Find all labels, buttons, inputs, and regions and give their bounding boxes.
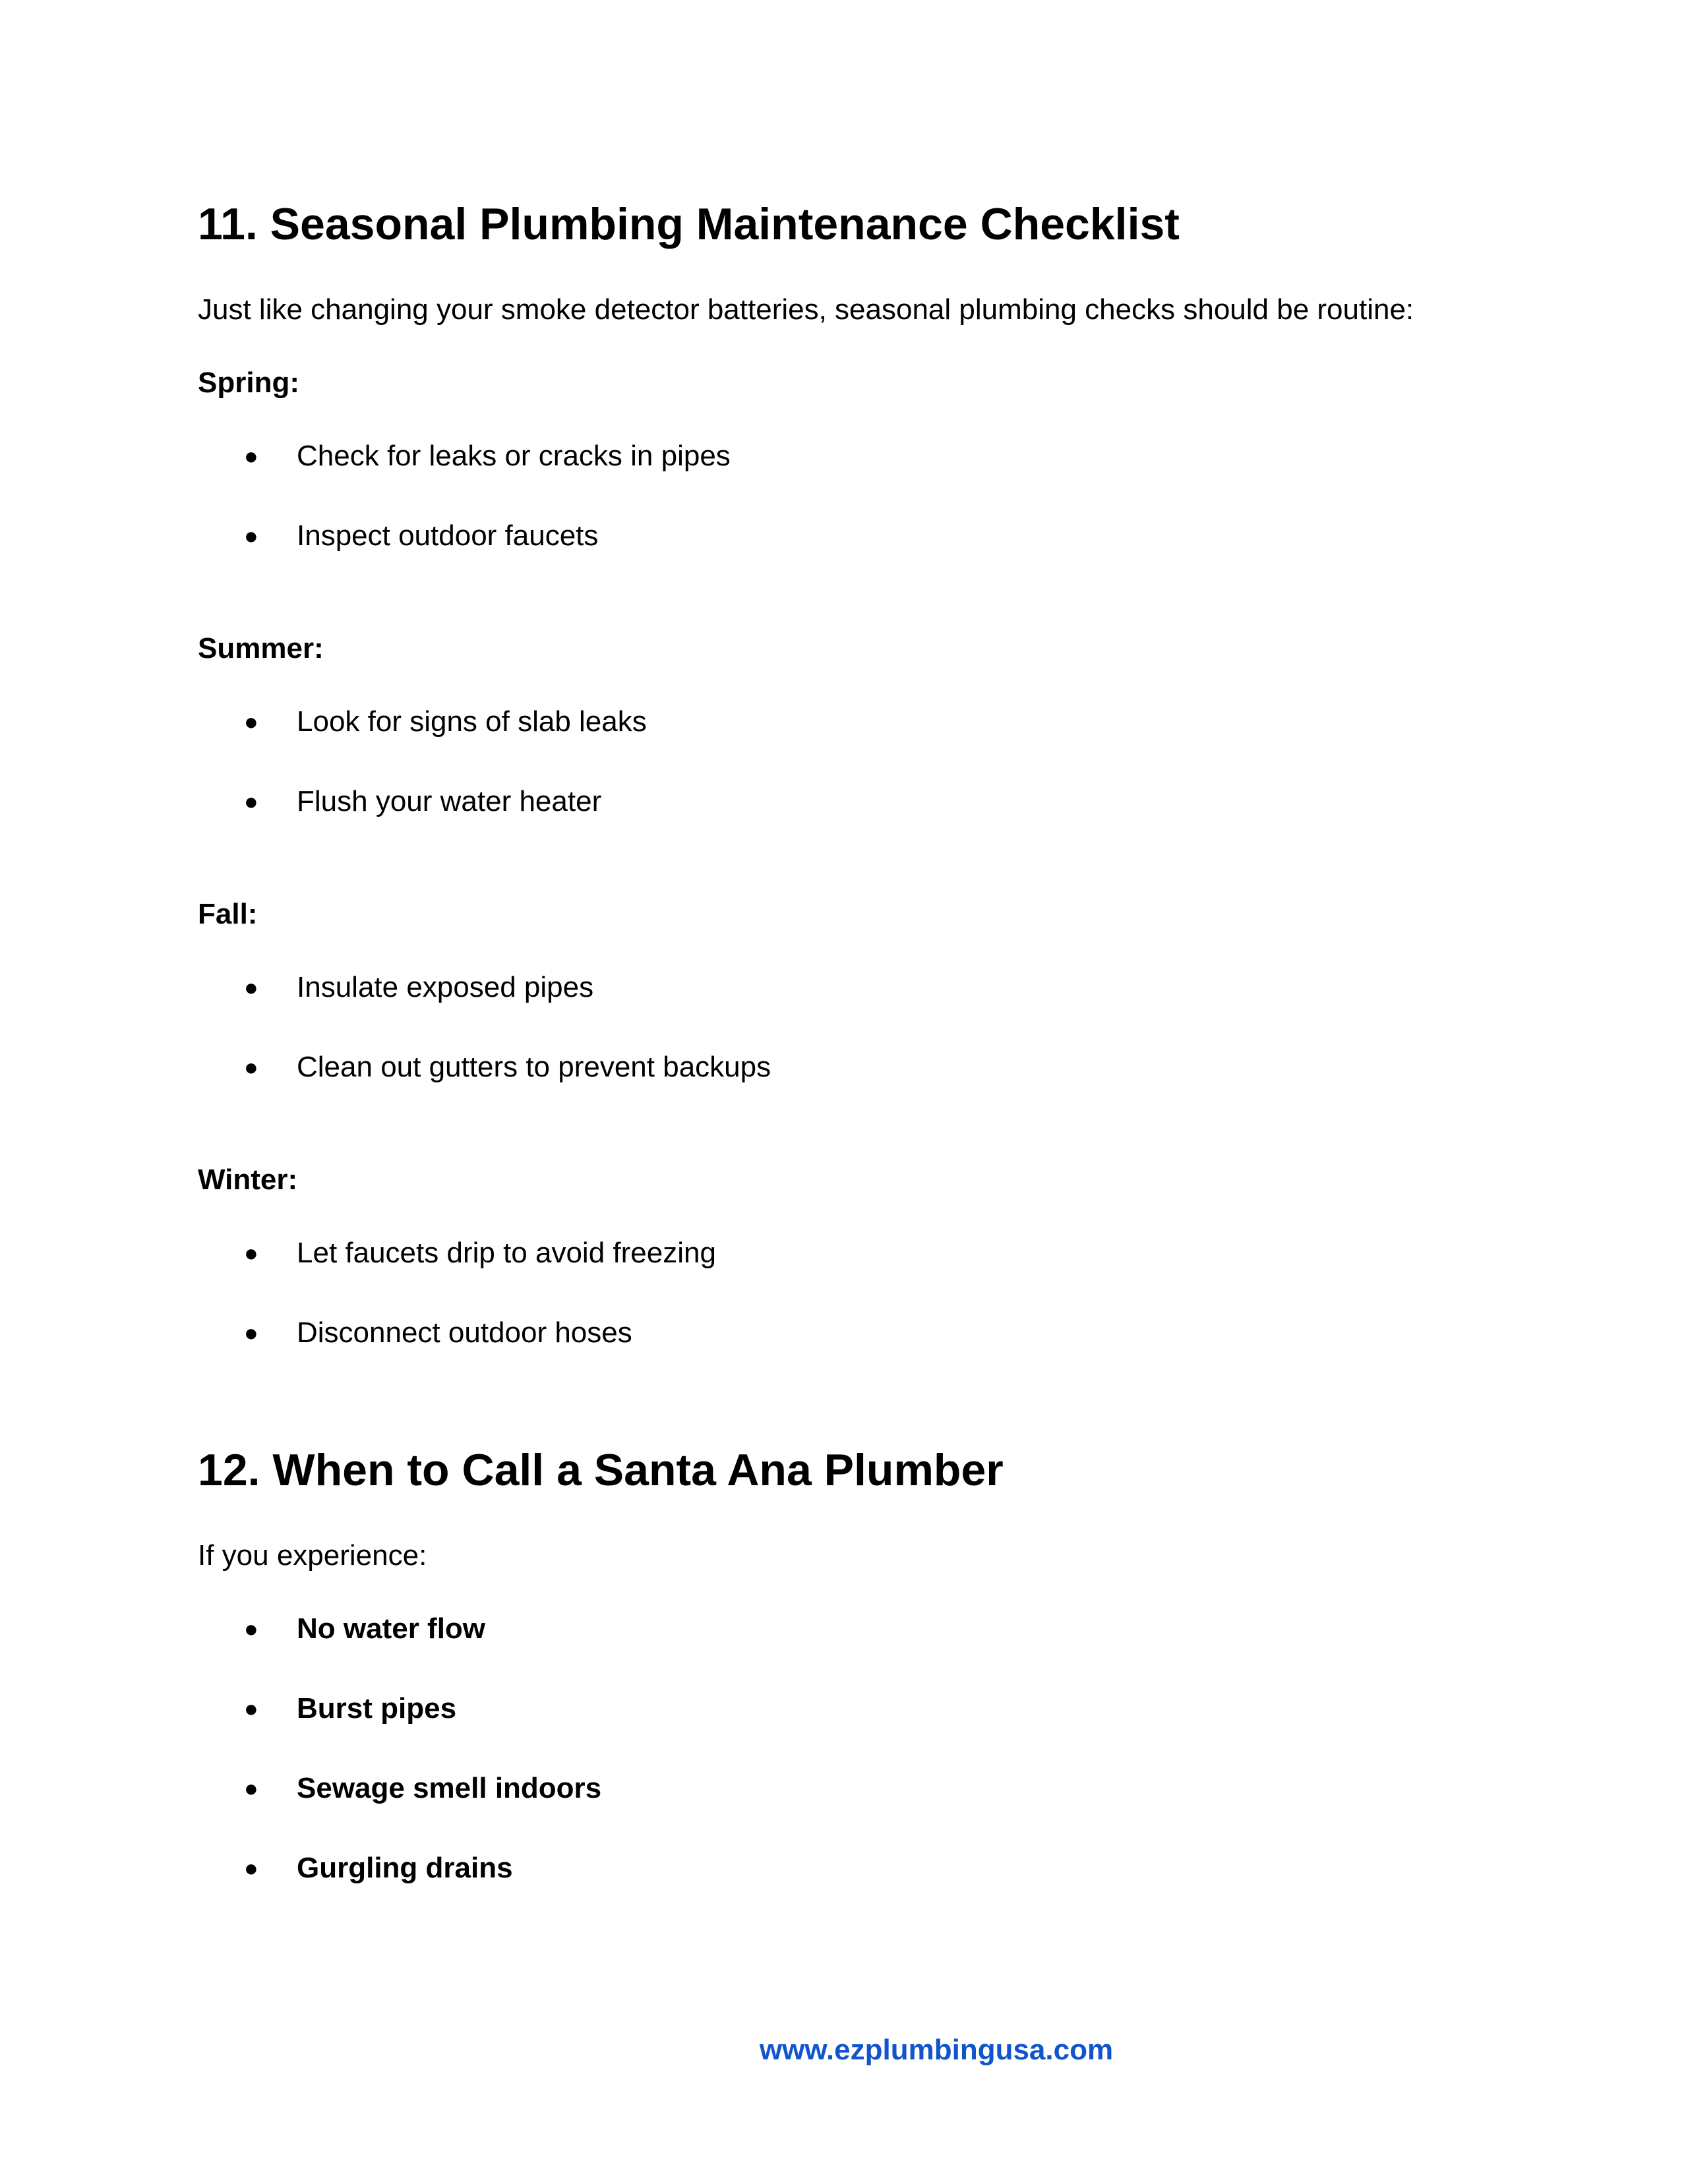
section-12-intro: If you experience: [198, 1539, 427, 1572]
bullet-icon: ● [244, 788, 258, 815]
season-label-winter: Winter: [198, 1164, 298, 1196]
website-link[interactable]: www.ezplumbingusa.com [759, 2034, 1114, 2066]
section-11-heading: 11. Seasonal Plumbing Maintenance Checklist [198, 199, 1180, 249]
list-item-text: Disconnect outdoor hoses [297, 1316, 632, 1349]
bullet-icon: ● [244, 1695, 258, 1722]
bullet-icon: ● [244, 1239, 258, 1266]
section-12-heading: 12. When to Call a Santa Ana Plumber [198, 1445, 1004, 1495]
list-item-text: No water flow [297, 1612, 486, 1645]
bullet-icon: ● [244, 522, 258, 549]
season-label-spring: Spring: [198, 367, 299, 399]
list-item-text: Check for leaks or cracks in pipes [297, 440, 731, 472]
bullet-icon: ● [244, 1854, 258, 1881]
bullet-icon: ● [244, 442, 258, 469]
list-item-text: Sewage smell indoors [297, 1772, 602, 1804]
list-item-text: Burst pipes [297, 1692, 457, 1725]
list-item-text: Gurgling drains [297, 1852, 513, 1884]
bullet-icon: ● [244, 708, 258, 735]
list-item-text: Insulate exposed pipes [297, 971, 594, 1003]
season-label-fall: Fall: [198, 898, 258, 930]
season-label-summer: Summer: [198, 632, 324, 664]
list-item-text: Clean out gutters to prevent backups [297, 1051, 771, 1083]
bullet-icon: ● [244, 974, 258, 1001]
bullet-icon: ● [244, 1053, 258, 1080]
bullet-icon: ● [244, 1775, 258, 1802]
list-item-text: Inspect outdoor faucets [297, 519, 599, 552]
bullet-icon: ● [244, 1615, 258, 1642]
section-11-intro: Just like changing your smoke detector batteries, seasonal plumbing checks should be routine: [198, 293, 1414, 326]
bullet-icon: ● [244, 1319, 258, 1346]
list-item-text: Flush your water heater [297, 785, 602, 817]
list-item-text: Look for signs of slab leaks [297, 705, 647, 738]
list-item-text: Let faucets drip to avoid freezing [297, 1237, 716, 1269]
